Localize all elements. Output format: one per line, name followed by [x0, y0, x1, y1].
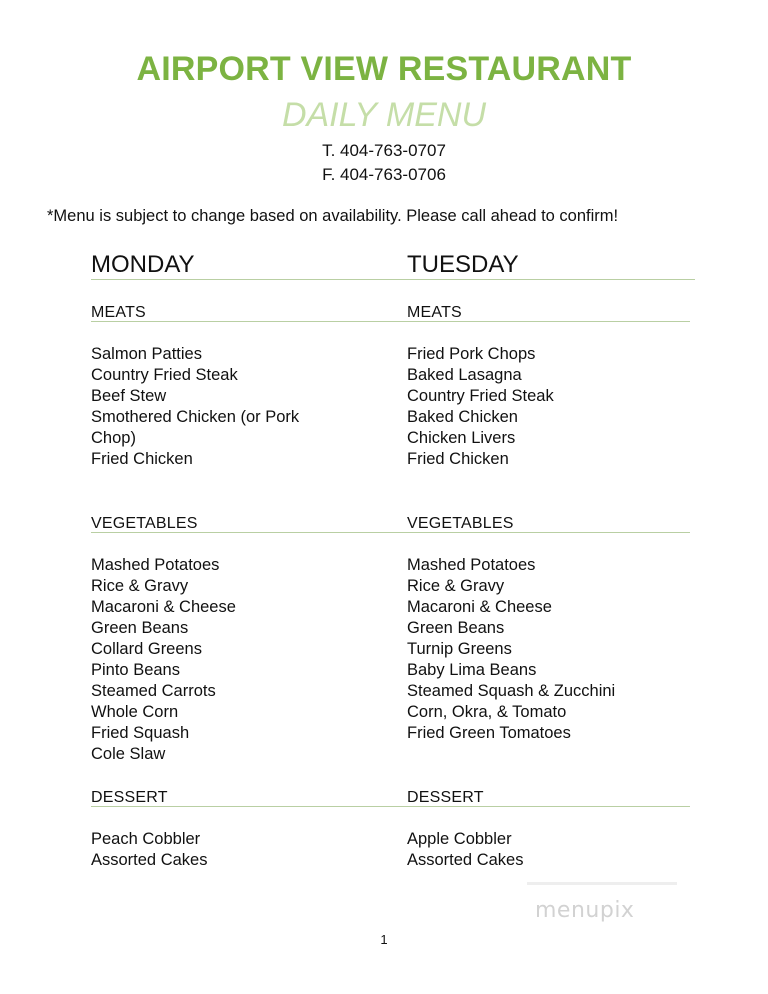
list-item: Fried Green Tomatoes [407, 724, 571, 742]
list-item: Fried Squash [91, 724, 190, 742]
list-item: Peach Cobbler [91, 830, 201, 848]
list-item: Salmon Patties [91, 345, 202, 363]
list-item: Green Beans [407, 619, 505, 637]
list-item: Rice & Gravy [91, 577, 189, 595]
monday-vegetables-heading: VEGETABLES [91, 515, 198, 532]
list-item: Baked Lasagna [407, 366, 522, 384]
meats-rule [91, 321, 690, 322]
day-heading-tuesday: TUESDAY [407, 251, 519, 278]
list-item: Fried Pork Chops [407, 345, 536, 363]
list-item: Baby Lima Beans [407, 661, 537, 679]
watermark-line [527, 882, 677, 885]
list-item: Mashed Potatoes [91, 556, 220, 574]
list-item: Rice & Gravy [407, 577, 505, 595]
list-item: Fried Chicken [91, 450, 193, 468]
list-item: Cole Slaw [91, 745, 166, 763]
tuesday-vegetables-heading: VEGETABLES [407, 515, 514, 532]
tuesday-dessert-list [407, 829, 523, 871]
list-item: Country Fried Steak [91, 366, 238, 384]
list-item: Collard Greens [91, 640, 202, 658]
phone-number: T. 404-763-0707 [322, 141, 446, 160]
list-item: Apple Cobbler [407, 830, 512, 848]
list-item: Fried Chicken [407, 450, 509, 468]
tuesday-meats-list [407, 344, 554, 470]
monday-dessert-heading: DESSERT [91, 789, 168, 806]
list-item: Chop) [91, 429, 136, 447]
list-item: Pinto Beans [91, 661, 180, 679]
list-item: Smothered Chicken (or Pork [91, 408, 300, 426]
list-item: Beef Stew [91, 387, 167, 405]
day-heading-rule [91, 279, 695, 280]
tuesday-dessert-heading: DESSERT [407, 789, 484, 806]
monday-meats-list [91, 344, 299, 470]
monday-dessert-list [91, 829, 207, 871]
list-item: Macaroni & Cheese [91, 598, 236, 616]
monday-vegetables-list [91, 555, 236, 765]
watermark: menupix [535, 898, 635, 923]
monday-meats-heading: MEATS [91, 304, 146, 321]
fax-number: F. 404-763-0706 [322, 165, 446, 184]
restaurant-title: AIRPORT VIEW RESTAURANT [136, 50, 632, 88]
list-item: Chicken Livers [407, 429, 516, 447]
availability-note: *Menu is subject to change based on availability. Please call ahead to confirm! [47, 207, 619, 225]
menu-subtitle: DAILY MENU [281, 96, 487, 134]
list-item: Macaroni & Cheese [407, 598, 552, 616]
list-item: Corn, Okra, & Tomato [407, 703, 567, 721]
tuesday-vegetables-list [407, 555, 615, 744]
list-item: Mashed Potatoes [407, 556, 536, 574]
list-item: Assorted Cakes [91, 851, 208, 869]
list-item: Country Fried Steak [407, 387, 554, 405]
day-heading-monday: MONDAY [91, 251, 195, 278]
list-item: Turnip Greens [407, 640, 512, 658]
list-item: Baked Chicken [407, 408, 518, 426]
list-item: Steamed Squash & Zucchini [407, 682, 616, 700]
list-item: Assorted Cakes [407, 851, 524, 869]
list-item: Whole Corn [91, 703, 179, 721]
list-item: Steamed Carrots [91, 682, 216, 700]
tuesday-meats-heading: MEATS [407, 304, 462, 321]
page-number: 1 [380, 932, 388, 947]
dessert-rule [91, 806, 690, 807]
list-item: Green Beans [91, 619, 189, 637]
